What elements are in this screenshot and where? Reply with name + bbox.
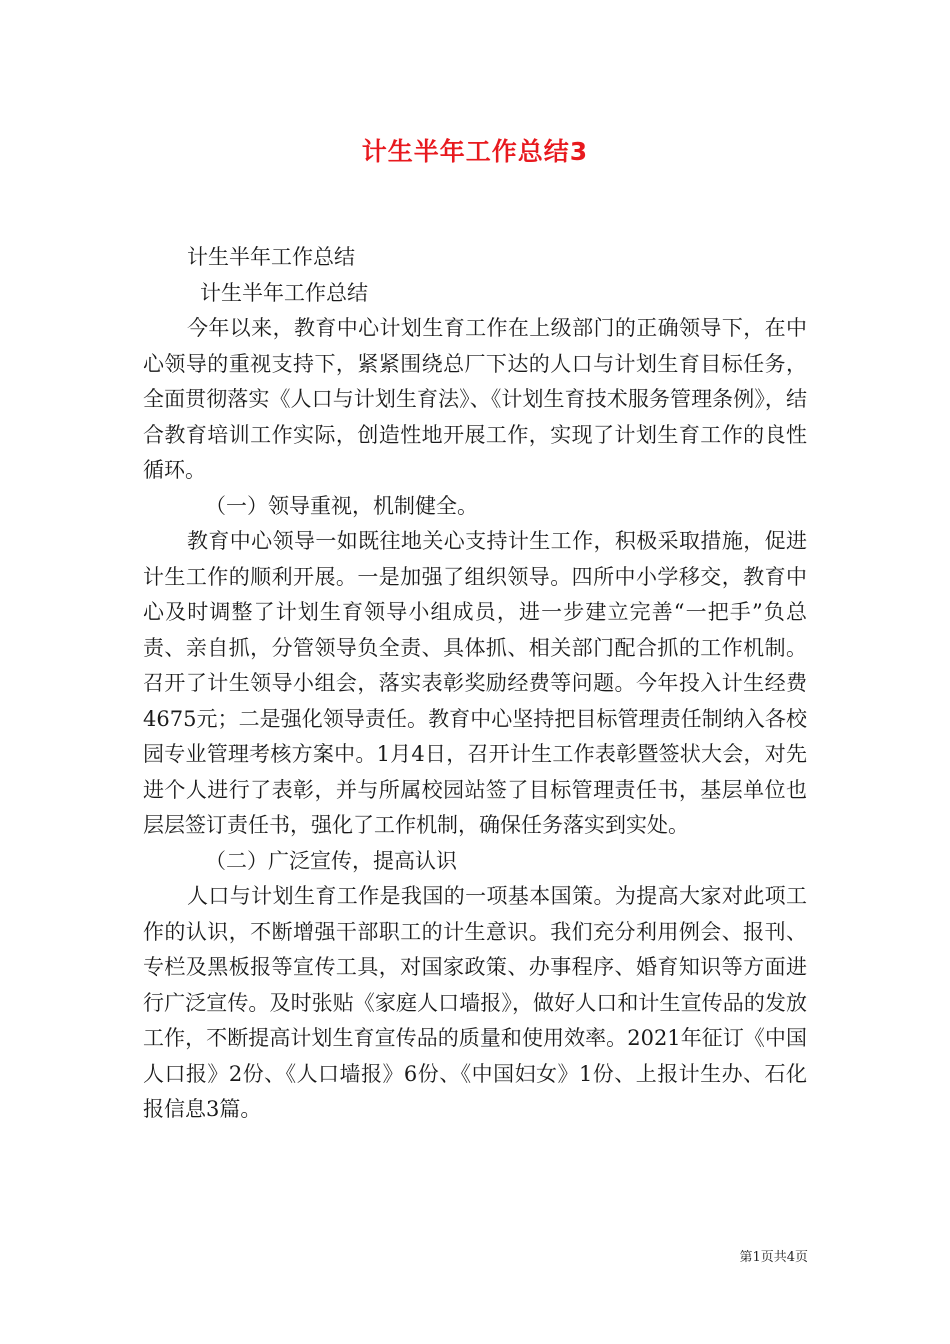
paragraph-section-2: 人口与计划生育工作是我国的一项基本国策。为提高大家对此项工作的认识，不断增强干部职工的计生意识。我们充分利用例会、报刊、专栏及黑板报等宣传工具，对国家政策、办事程序、婚育知识等方面进行广泛宣传。及时张贴《家庭人口墙报》，做好人口和计生宣传品的发放工作，不断提高计划生育宣传品的质量和使用效率。2021年征订《中国人口报》2份、《人口墙报》6份、《中国妇女》1份、上报计生办、石化报信息3篇。 (143, 884, 807, 1121)
subtitle-second: 计生半年工作总结 (200, 280, 368, 305)
paragraph-intro: 今年以来，教育中心计划生育工作在上级部门的正确领导下，在中心领导的重视支持下，紧紧围绕总厂下达的人口与计划生育目标任务，全面贯彻落实《人口与计划生育法》、《计划生育技术服务管理条例》，结合教育培训工作实际，创造性地开展工作，实现了计划生育工作的良性循环。 (143, 316, 807, 482)
document-title: 计生半年工作总结3 (361, 137, 589, 166)
page-number-footer: 第1页共4页 (739, 1250, 808, 1265)
document-body (143, 240, 807, 1128)
subtitle-first: 计生半年工作总结 (187, 245, 355, 269)
section-heading-2: （二）广泛宣传，提高认识 (205, 848, 457, 873)
section-heading-1: （一）领导重视，机制健全。 (205, 493, 478, 518)
paragraph-section-1: 教育中心领导一如既往地关心支持计生工作，积极采取措施，促进计生工作的顺利开展。一是加强了组织领导。四所中小学移交，教育中心及时调整了计划生育领导小组成员，进一步建立完善“一把手”负总责、亲自抓，分管领导负全责、具体抓、相关部门配合抓的工作机制。召开了计生领导小组会，落实表彰奖励经费等问题。今年投入计生经费4675元；二是强化领导责任。教育中心坚持把目标管理责任制纳入各校园专业管理考核方案中。1月4日，召开计生工作表彰暨签状大会，对先进个人进行了表彰，并与所属校园站签了目标管理责任书，基层单位也层层签订责任书，强化了工作机制，确保任务落实到实处。 (143, 529, 807, 837)
